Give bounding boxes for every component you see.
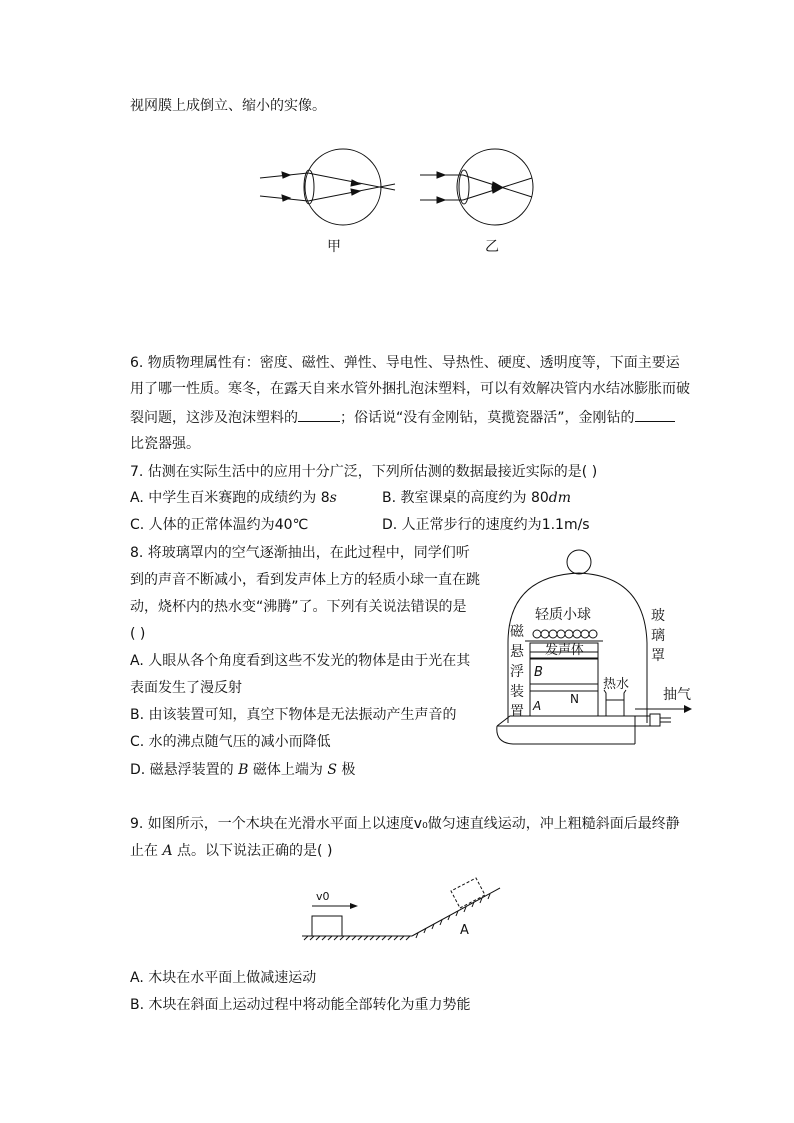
q6-line3-b: ；俗话说“没有金刚钻，莫揽瓷器活”，金刚钻的	[340, 410, 635, 426]
q9-option-a: A. 木块在水平面上做减速运动	[130, 970, 317, 986]
pump-arrow	[684, 705, 692, 713]
eye-label-yi: 乙	[485, 239, 499, 255]
label-maglev-4: 装	[510, 684, 524, 700]
label-magnet-n: N	[570, 692, 579, 706]
q8-option-d-post: 极	[336, 762, 356, 778]
q7-option-d-text: D. 人正常步行的速度约为	[382, 517, 542, 533]
q7-option-b	[382, 488, 571, 508]
eye-diagram	[250, 145, 550, 265]
q7-option-c-value: 40℃	[274, 517, 309, 533]
q6-blank-2[interactable]	[635, 407, 675, 422]
q8-option-a-line2: 表面发生了漫反射	[130, 680, 242, 696]
q8-line2: 到的声音不断减小，看到发声体上方的轻质小球一直在跳	[130, 572, 480, 588]
label-magnet-b: B	[534, 665, 543, 680]
incline-diagram	[300, 868, 510, 948]
q7-stem: 7. 估测在实际生活中的应用十分广泛，下列所估测的数据最接近实际的是( )	[130, 464, 598, 480]
q8-option-c: C. 水的沸点随气压的减小而降低	[130, 734, 331, 750]
label-cover-2: 璃	[651, 628, 665, 644]
q8-option-b: B. 由该装置可知，真空下物体是无法振动产生声音的	[130, 707, 457, 723]
q9-line1: 9. 如图所示，一个木块在光滑水平面上以速度v₀做匀速直线运动，冲上粗糙斜面后最终静	[130, 816, 680, 832]
q8-line3: 动，烧杯内的热水变“沸腾”了。下列有关说法错误的是	[130, 599, 467, 615]
q6-line1: 6. 物质物理属性有：密度、磁性、弹性、导电性、导热性、硬度、透明度等，下面主要运	[130, 355, 680, 371]
eye-yi	[420, 149, 533, 225]
label-sound-source: 发声体	[545, 643, 585, 658]
label-magnet-a: A	[533, 699, 542, 713]
label-maglev-1: 磁	[510, 624, 524, 640]
eye-label-jia: 甲	[327, 239, 341, 255]
q8-option-d-pre: D. 磁悬浮装置的	[130, 762, 239, 778]
q9-line2-post: 点。以下说法正确的是( )	[172, 843, 333, 859]
q7-option-a	[130, 488, 337, 508]
label-maglev-5: 置	[510, 704, 524, 720]
q7-option-b-text: B. 教室课桌的高度约为	[382, 490, 531, 506]
label-hot-water: 热水	[603, 677, 630, 692]
dashed-block-on-slope	[451, 878, 485, 908]
label-cover-1: 玻	[651, 608, 665, 624]
label-pump: 抽气	[663, 687, 691, 703]
label-cover-3: 罩	[651, 648, 665, 664]
pump-pipe	[635, 716, 650, 744]
q9-line2-pre: 止在	[130, 843, 163, 859]
hot-water-beaker	[604, 690, 626, 716]
q7-option-b-value: 80	[530, 490, 549, 506]
q8-line1: 8. 将玻璃罩内的空气逐渐抽出，在此过程中，同学们听	[130, 545, 470, 561]
q9-line2-a: A	[162, 843, 173, 859]
light-balls	[533, 630, 597, 638]
q7-option-d	[382, 515, 590, 535]
q9-line2	[130, 841, 332, 861]
label-maglev-3: 浮	[510, 664, 524, 680]
label-point-a: A	[460, 923, 469, 938]
intro-line: 视网膜上成倒立、缩小的实像。	[130, 98, 326, 114]
q7-option-b-unit: dm	[548, 490, 572, 506]
jar-knob	[567, 550, 591, 574]
q7-option-c-text: C. 人体的正常体温约为	[130, 517, 275, 533]
q8-option-a-line1: A. 人眼从各个角度看到这些不发光的物体是由于光在其	[130, 653, 471, 669]
q9-option-b: B. 木块在斜面上运动过程中将动能全部转化为重力势能	[130, 997, 471, 1013]
wooden-block	[312, 916, 342, 936]
q7-option-a-text: A. 中学生百米赛跑的成绩约为	[130, 490, 321, 506]
q8-line4: ( )	[130, 626, 146, 642]
q8-option-d-s: S	[327, 762, 337, 778]
bell-jar-diagram	[495, 548, 705, 748]
q6-line3	[130, 407, 675, 428]
q7-option-d-value: 1.1m/s	[541, 517, 590, 533]
q6-blank-1[interactable]	[298, 407, 340, 422]
q7-option-a-unit: s	[329, 490, 337, 506]
label-maglev-2: 悬	[510, 644, 524, 660]
label-v0: v0	[316, 890, 330, 903]
q8-option-d-b: B	[238, 762, 249, 778]
label-light-balls: 轻质小球	[535, 607, 591, 623]
q6-line4: 比瓷器强。	[130, 436, 200, 452]
eye-jia	[260, 149, 395, 225]
q6-line2: 用了哪一性质。寒冬，在露天自来水管外捆扎泡沫塑料，可以有效解决管内水结冰膨胀而破	[130, 381, 690, 397]
q6-line3-a: 裂问题，这涉及泡沫塑料的	[130, 410, 298, 426]
q8-option-d	[130, 760, 355, 780]
q7-option-c	[130, 515, 308, 535]
q8-option-d-mid: 磁体上端为	[248, 762, 328, 778]
q7-option-a-value: 8	[320, 490, 330, 506]
